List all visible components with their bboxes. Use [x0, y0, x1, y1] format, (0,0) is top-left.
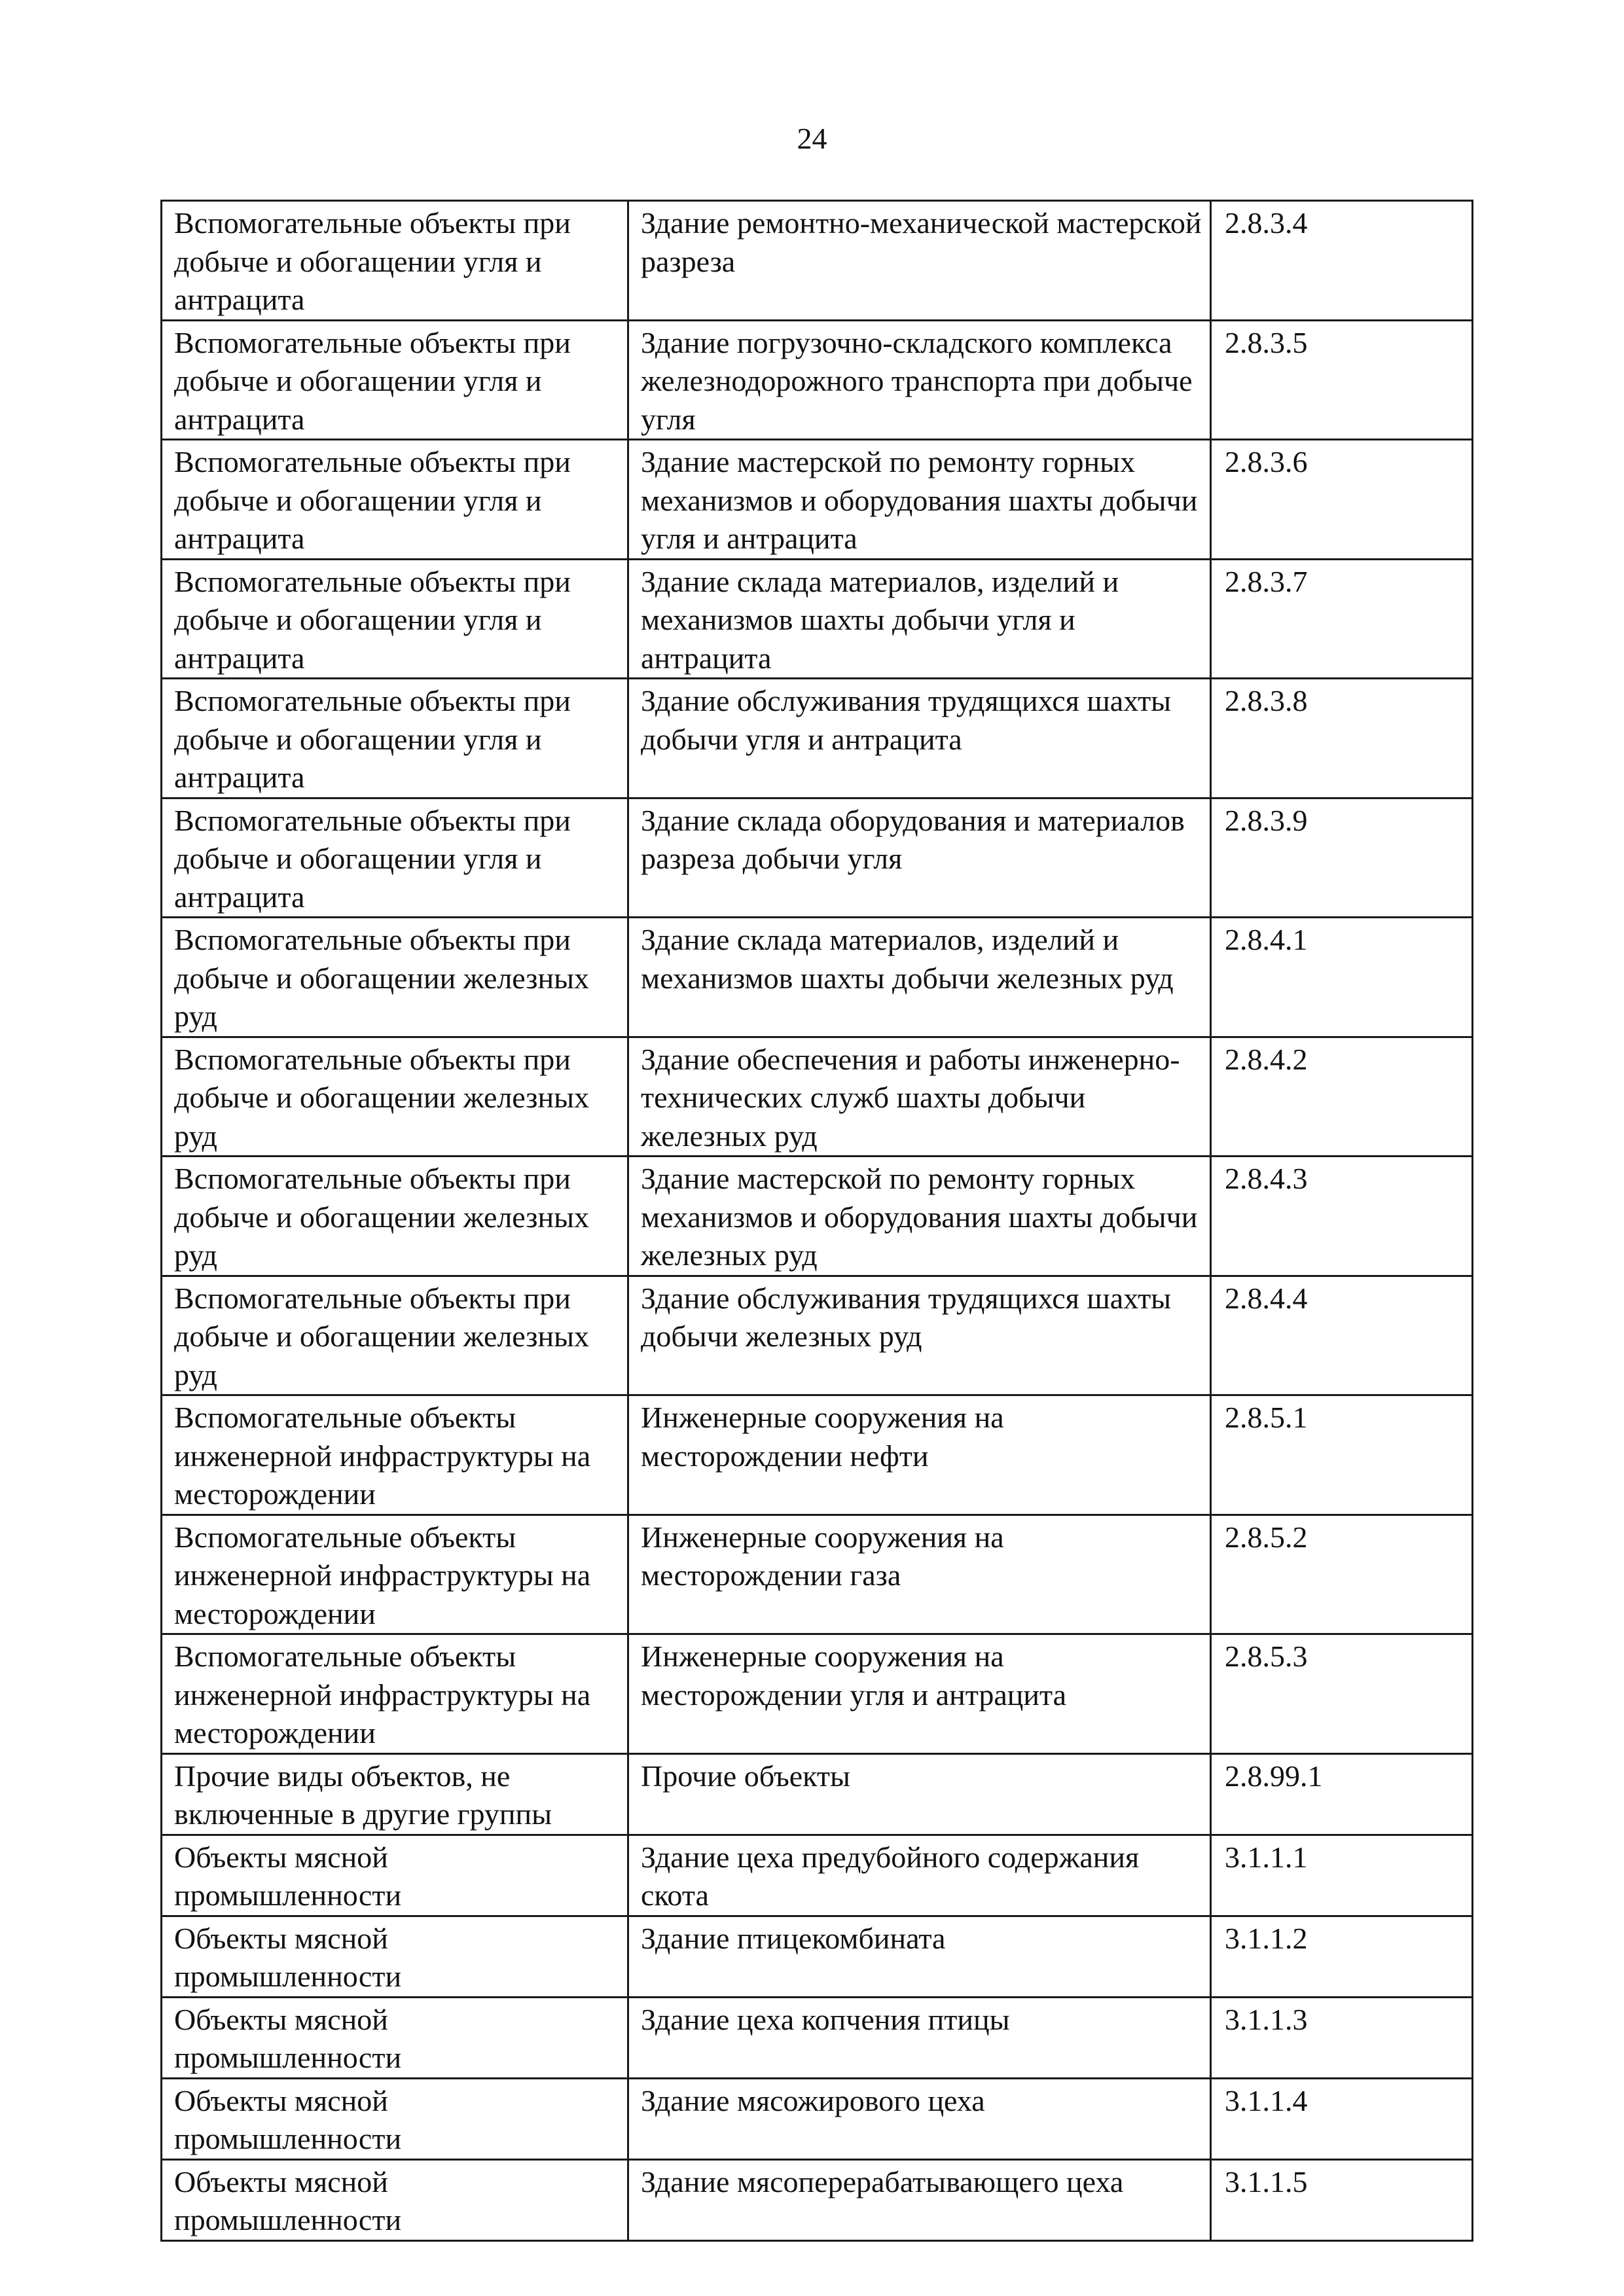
group-cell: Вспомогательные объекты при добыче и обогащении угля и антрацита — [162, 559, 628, 679]
object-cell: Инженерные сооружения на месторождении нефти — [628, 1395, 1211, 1515]
table-row — [162, 1634, 1473, 1754]
object-cell: Здание склада материалов, изделий и механизмов шахты добычи угля и антрацита — [628, 559, 1211, 679]
code-cell: 3.1.1.5 — [1211, 2159, 1473, 2240]
code-cell: 2.8.4.1 — [1211, 918, 1473, 1037]
code-cell: 2.8.3.4 — [1211, 201, 1473, 321]
code-cell: 3.1.1.1 — [1211, 1835, 1473, 1916]
object-cell: Здание цеха копчения птицы — [628, 1997, 1211, 2078]
group-cell: Вспомогательные объекты при добыче и обогащении угля и антрацита — [162, 320, 628, 440]
group-cell: Вспомогательные объекты при добыче и обогащении угля и антрацита — [162, 798, 628, 918]
object-cell: Инженерные сооружения на месторождении угля и антрацита — [628, 1634, 1211, 1754]
table-row — [162, 559, 1473, 679]
object-cell: Здание погрузочно-складского комплекса железнодорожного транспорта при добыче угля — [628, 320, 1211, 440]
object-cell: Здание обслуживания трудящихся шахты добычи железных руд — [628, 1276, 1211, 1395]
object-cell: Здание птицекомбината — [628, 1916, 1211, 1997]
code-cell: 2.8.3.6 — [1211, 440, 1473, 560]
object-cell: Здание ремонтно-механической мастерской разреза — [628, 201, 1211, 321]
code-cell: 2.8.99.1 — [1211, 1753, 1473, 1835]
code-cell: 2.8.4.3 — [1211, 1157, 1473, 1276]
group-cell: Вспомогательные объекты при добыче и обогащении железных руд — [162, 918, 628, 1037]
group-cell: Объекты мясной промышленности — [162, 2159, 628, 2240]
code-cell: 2.8.3.8 — [1211, 679, 1473, 798]
object-cell: Здание склада материалов, изделий и механизмов шахты добычи железных руд — [628, 918, 1211, 1037]
group-cell: Вспомогательные объекты инженерной инфраструктуры на месторождении — [162, 1395, 628, 1515]
object-cell: Здание мясожирового цеха — [628, 2078, 1211, 2159]
group-cell: Вспомогательные объекты инженерной инфраструктуры на месторождении — [162, 1515, 628, 1634]
object-cell: Здание мясоперерабатывающего цеха — [628, 2159, 1211, 2240]
code-cell: 3.1.1.2 — [1211, 1916, 1473, 1997]
group-cell: Вспомогательные объекты при добыче и обогащении железных руд — [162, 1276, 628, 1395]
table-row — [162, 2159, 1473, 2240]
group-cell: Объекты мясной промышленности — [162, 1997, 628, 2078]
table-row — [162, 918, 1473, 1037]
group-cell: Вспомогательные объекты инженерной инфраструктуры на месторождении — [162, 1634, 628, 1754]
table-row — [162, 679, 1473, 798]
code-cell: 2.8.5.3 — [1211, 1634, 1473, 1754]
object-cell: Прочие объекты — [628, 1753, 1211, 1835]
group-cell: Вспомогательные объекты при добыче и обогащении угля и антрацита — [162, 679, 628, 798]
code-cell: 2.8.3.5 — [1211, 320, 1473, 440]
group-cell: Вспомогательные объекты при добыче и обогащении угля и антрацита — [162, 440, 628, 560]
table-row — [162, 1916, 1473, 1997]
object-cell: Здание обеспечения и работы инженерно-технических служб шахты добычи железных руд — [628, 1037, 1211, 1157]
group-cell: Прочие виды объектов, не включенные в другие группы — [162, 1753, 628, 1835]
table-row — [162, 1997, 1473, 2078]
table-row — [162, 1037, 1473, 1157]
code-cell: 2.8.4.4 — [1211, 1276, 1473, 1395]
group-cell: Вспомогательные объекты при добыче и обогащении железных руд — [162, 1037, 628, 1157]
table-row — [162, 1753, 1473, 1835]
table-row — [162, 2078, 1473, 2159]
table-row — [162, 1157, 1473, 1276]
table-row — [162, 1515, 1473, 1634]
code-cell: 2.8.3.7 — [1211, 559, 1473, 679]
table-row — [162, 1395, 1473, 1515]
table-row — [162, 1276, 1473, 1395]
table-row — [162, 440, 1473, 560]
table-row — [162, 320, 1473, 440]
object-cell: Инженерные сооружения на месторождении газа — [628, 1515, 1211, 1634]
code-cell: 2.8.5.1 — [1211, 1395, 1473, 1515]
group-cell: Объекты мясной промышленности — [162, 2078, 628, 2159]
code-cell: 3.1.1.4 — [1211, 2078, 1473, 2159]
group-cell: Объекты мясной промышленности — [162, 1835, 628, 1916]
group-cell: Вспомогательные объекты при добыче и обогащении железных руд — [162, 1157, 628, 1276]
object-cell: Здание мастерской по ремонту горных механизмов и оборудования шахты добычи железных руд — [628, 1157, 1211, 1276]
table-row — [162, 1835, 1473, 1916]
classification-table — [160, 200, 1473, 2242]
object-cell: Здание склада оборудования и материалов разреза добычи угля — [628, 798, 1211, 918]
object-cell: Здание цеха предубойного содержания скота — [628, 1835, 1211, 1916]
code-cell: 2.8.3.9 — [1211, 798, 1473, 918]
table-row — [162, 201, 1473, 321]
object-cell: Здание мастерской по ремонту горных механизмов и оборудования шахты добычи угля и антрацита — [628, 440, 1211, 560]
group-cell: Вспомогательные объекты при добыче и обогащении угля и антрацита — [162, 201, 628, 321]
group-cell: Объекты мясной промышленности — [162, 1916, 628, 1997]
object-cell: Здание обслуживания трудящихся шахты добычи угля и антрацита — [628, 679, 1211, 798]
code-cell: 2.8.5.2 — [1211, 1515, 1473, 1634]
code-cell: 2.8.4.2 — [1211, 1037, 1473, 1157]
code-cell: 3.1.1.3 — [1211, 1997, 1473, 2078]
table-row — [162, 798, 1473, 918]
page-number: 24 — [797, 122, 827, 155]
